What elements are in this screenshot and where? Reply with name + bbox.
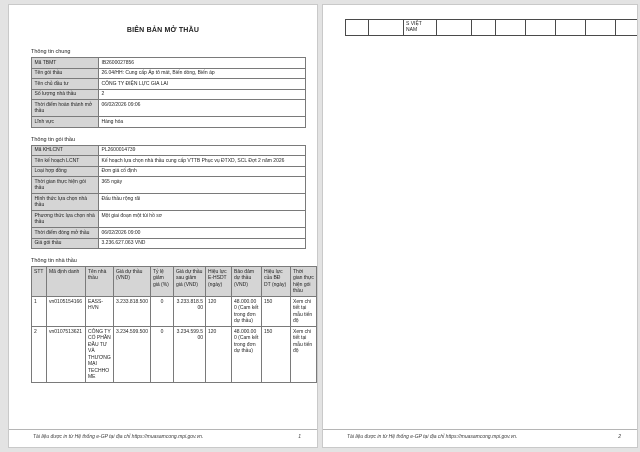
table-cell: 48.000.000 (Cam kết trong đơn dự thầu) — [232, 297, 262, 327]
field-label: Hình thức lựa chọn nhà thầu — [32, 194, 99, 211]
table-cell: vn0105154166 — [47, 297, 86, 327]
column-header: STT — [32, 267, 47, 297]
info-row — [32, 145, 306, 156]
table-cell: CÔNG TY CỔ PHẦN ĐẦU TƯ VÀ THƯƠNG MẠI TECHHOME — [86, 327, 114, 383]
header-table-cell — [369, 20, 404, 36]
field-value: 06/02/2026 09:06 — [99, 100, 306, 117]
table-cell: 0 — [151, 297, 174, 327]
info-row — [32, 156, 306, 167]
field-value: Kế hoạch lựa chọn nhà thầu cung cấp VTTB Phục vụ ĐTXD, SCL Đợt 2 năm 2026 — [99, 156, 306, 167]
column-header: Tỷ lệ giảm giá (%) — [151, 267, 174, 297]
table-cell: 2 — [32, 327, 47, 383]
table-cell: 150 — [262, 327, 291, 383]
field-value: Hàng hóa — [99, 117, 306, 128]
column-header: Thời gian thực hiện gói thầu — [291, 267, 317, 297]
header-table-cell — [496, 20, 526, 36]
header-table-cell — [556, 20, 586, 36]
field-label: Loại hợp đồng — [32, 166, 99, 177]
field-value: 365 ngày — [99, 177, 306, 194]
info-row — [32, 166, 306, 177]
table-cell: Xem chi tiết tại mẫu tiến độ — [291, 297, 317, 327]
info-row — [32, 89, 306, 100]
bidder-row — [32, 297, 317, 327]
field-label: Tên chủ đầu tư — [32, 79, 99, 90]
bidders-table — [31, 266, 317, 383]
section-label-general-info: Thông tin chung — [31, 49, 71, 55]
header-table-cell — [616, 20, 639, 36]
field-label: Mã TBMT — [32, 58, 99, 69]
info-row — [32, 100, 306, 117]
page-number: 2 — [618, 434, 621, 440]
field-label: Thời gian thực hiện gói thầu — [32, 177, 99, 194]
header-table-row — [346, 20, 639, 36]
field-label: Mã KHLCNT — [32, 145, 99, 156]
field-value: 26.04/HH: Cung cấp Áp tô mát, Biến dòng, Biến áp — [99, 68, 306, 79]
field-value: CÔNG TY ĐIỆN LỰC GIA LAI — [99, 79, 306, 90]
info-row — [32, 177, 306, 194]
field-value: 06/02/2026 09:00 — [99, 228, 306, 239]
table-cell: 3.234.599.500 — [114, 327, 151, 383]
header-table-cell — [586, 20, 616, 36]
field-label: Tên kế hoạch LCNT — [32, 156, 99, 167]
info-row — [32, 238, 306, 249]
field-value: PL2600014739 — [99, 145, 306, 156]
page-number: 1 — [298, 434, 301, 440]
column-header: Tên nhà thầu — [86, 267, 114, 297]
field-label: Phương thức lựa chọn nhà thầu — [32, 211, 99, 228]
table-cell: vn0107513621 — [47, 327, 86, 383]
field-label: Tên gói thầu — [32, 68, 99, 79]
table-cell: 3.234.599.500 — [174, 327, 206, 383]
info-row — [32, 211, 306, 228]
document-page-2 — [322, 4, 638, 448]
section-label-bidders: Thông tin nhà thầu — [31, 258, 77, 264]
column-header: Giá dự thầu (VND) — [114, 267, 151, 297]
table-cell: 150 — [262, 297, 291, 327]
field-label: Lĩnh vực — [32, 117, 99, 128]
field-label: Thời điểm hoàn thành mở thầu — [32, 100, 99, 117]
table-cell: EASS-HVN — [86, 297, 114, 327]
header-table-cell — [437, 20, 472, 36]
field-value: Một giai đoạn một túi hồ sơ — [99, 211, 306, 228]
info-row — [32, 228, 306, 239]
table-cell: 1 — [32, 297, 47, 327]
field-value: Đấu thầu rộng rãi — [99, 194, 306, 211]
table-cell: 48.000.000 (Cam kết trong đơn dự thầu) — [232, 327, 262, 383]
page-1-content — [31, 49, 314, 383]
document-page-1 — [8, 4, 318, 448]
info-row — [32, 117, 306, 128]
general-info-table — [31, 57, 306, 128]
field-label: Thời điểm đóng mở thầu — [32, 228, 99, 239]
document-title: BIÊN BẢN MỞ THẦU — [126, 27, 200, 34]
header-table-cell — [346, 20, 369, 36]
page-1-footer — [9, 429, 317, 447]
column-header: Bảo đảm dự thầu (VND) — [232, 267, 262, 297]
column-header: Hiệu lực E-HSDT (ngày) — [206, 267, 232, 297]
package-info-table — [31, 145, 306, 250]
bidders-header-row — [32, 267, 317, 297]
table-cell: 0 — [151, 327, 174, 383]
field-value: Đơn giá cố định — [99, 166, 306, 177]
field-label: Số lượng nhà thầu — [32, 89, 99, 100]
info-row — [32, 79, 306, 90]
header-table-cell — [472, 20, 496, 36]
table-cell: 3.233.818.500 — [114, 297, 151, 327]
table-cell: Xem chi tiết tại mẫu tiến độ — [291, 327, 317, 383]
page-2-footer — [323, 429, 637, 447]
footer-source-text: Tài liệu được in từ Hệ thống e-GP tại địa chỉ https://muasamcong.mpi.gov.vn. — [347, 434, 518, 440]
info-row — [32, 68, 306, 79]
header-table-cell — [526, 20, 556, 36]
field-label: Giá gói thầu — [32, 238, 99, 249]
field-value: 2 — [99, 89, 306, 100]
column-header: Mã định danh — [47, 267, 86, 297]
table-cell: 120 — [206, 327, 232, 383]
column-header: Giá dự thầu sau giảm giá (VND) — [174, 267, 206, 297]
table-cell: 3.233.818.500 — [174, 297, 206, 327]
section-label-package-info: Thông tin gói thầu — [31, 136, 76, 143]
info-row — [32, 194, 306, 211]
footer-source-text: Tài liệu được in từ Hệ thống e-GP tại địa chỉ https://muasamcong.mpi.gov.vn. — [33, 434, 204, 440]
field-value: 3.236.627.063 VND — [99, 238, 306, 249]
bidder-row — [32, 327, 317, 383]
page-2-header-table — [345, 19, 638, 36]
header-table-cell: S VIỆT NAM — [404, 20, 437, 36]
table-cell: 120 — [206, 297, 232, 327]
column-header: Hiệu lực của BĐ DT (ngày) — [262, 267, 291, 297]
info-row — [32, 58, 306, 69]
field-value: IB2600027856 — [99, 58, 306, 69]
